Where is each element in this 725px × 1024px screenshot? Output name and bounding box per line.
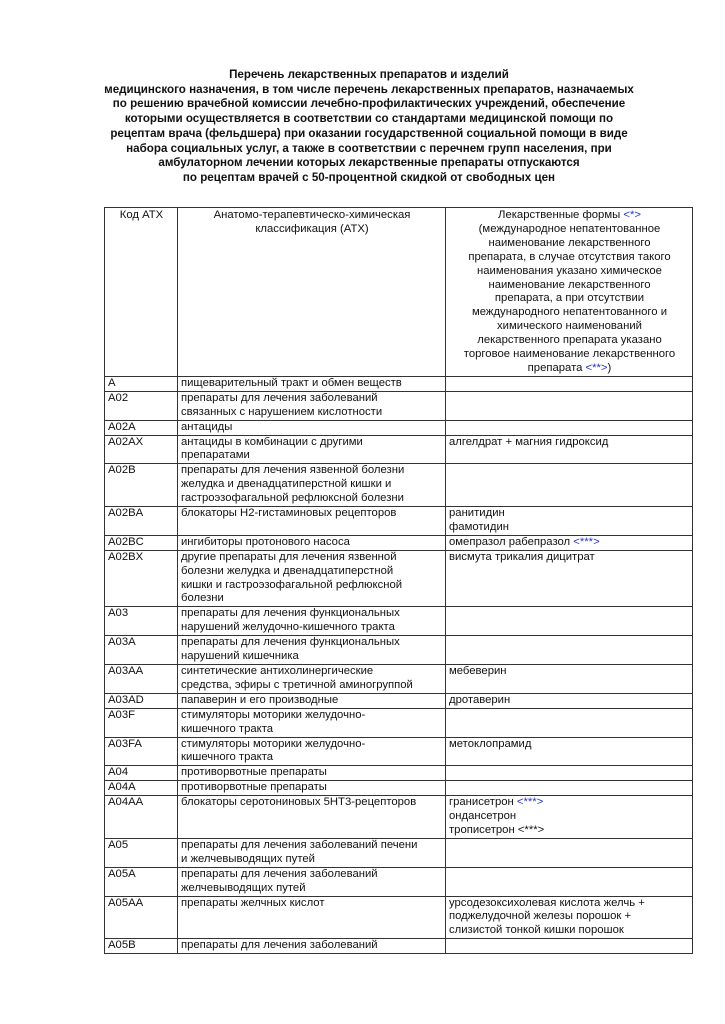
table-row — [105, 507, 693, 536]
drug-name-text: омепразол рабепразол — [449, 535, 574, 548]
classification-line: синтетические антихолинергические — [181, 665, 374, 677]
atx-code-cell — [105, 796, 178, 839]
atx-code: A — [108, 376, 116, 389]
atx-classification-cell — [178, 464, 446, 507]
drug-name — [449, 436, 690, 450]
header-forms — [446, 208, 693, 377]
table-row — [105, 939, 693, 954]
drug-name-text: поджелудочной железы порошок + — [449, 910, 632, 923]
atx-table — [104, 207, 693, 954]
atx-code-cell — [105, 464, 178, 507]
header-classification — [178, 208, 446, 377]
drug-forms-cell — [446, 391, 693, 420]
drug-forms-cell — [446, 665, 693, 694]
title-line: Перечень лекарственных препаратов и изделий — [229, 68, 509, 81]
header-forms-last: препарата — [527, 361, 583, 374]
drug-forms-cell — [446, 781, 693, 796]
header-forms-line: (международное непатентованное — [478, 222, 661, 235]
drug-name-text: метоклопрамид — [449, 737, 532, 750]
table-row — [105, 693, 693, 708]
classification-line: блокаторы серотониновых 5HT3-рецепторов — [181, 796, 417, 809]
atx-classification-cell — [178, 737, 446, 766]
drug-name-text: дротаверин — [449, 693, 511, 706]
atx-classification-cell — [178, 607, 446, 636]
atx-classification-cell — [178, 507, 446, 536]
drug-forms-cell — [446, 464, 693, 507]
atx-code-cell — [105, 376, 178, 391]
table-row — [105, 708, 693, 737]
atx-code-cell — [105, 435, 178, 464]
header-forms-line: наименования указано химическое — [477, 264, 662, 277]
drug-forms-cell — [446, 550, 693, 607]
classification-line: болезни желудка и двенадцатиперстной — [181, 564, 394, 577]
atx-code: A05A — [108, 867, 136, 880]
header-row — [105, 208, 693, 377]
atx-code-cell — [105, 693, 178, 708]
atx-classification-cell — [178, 838, 446, 867]
classification-line: препараты для лечения заболеваний — [181, 867, 378, 880]
drug-forms-cell — [446, 607, 693, 636]
atx-code: A02AX — [108, 435, 144, 448]
table-row — [105, 737, 693, 766]
classification-line: нарушений кишечника — [181, 650, 299, 663]
drug-name — [449, 824, 690, 838]
table-row — [105, 636, 693, 665]
drug-forms-cell — [446, 708, 693, 737]
table-row — [105, 781, 693, 796]
atx-classification-cell — [178, 939, 446, 954]
classification-line: препараты для лечения язвенной болезни — [181, 464, 405, 477]
atx-classification-cell — [178, 665, 446, 694]
drug-forms-cell — [446, 507, 693, 536]
classification-line: болезни — [181, 592, 224, 605]
atx-classification-cell — [178, 376, 446, 391]
classification-line: блокаторы H2-гистаминовых рецепторов — [181, 507, 397, 520]
atx-code-cell — [105, 607, 178, 636]
table-row — [105, 766, 693, 781]
header-forms-line: препарата, а при отсутствии — [494, 292, 645, 305]
atx-classification-cell — [178, 435, 446, 464]
classification-line: кишечного тракта — [181, 751, 274, 764]
atx-code: A03AA — [108, 665, 144, 677]
classification-line: препараты для лечения заболеваний — [181, 391, 378, 404]
atx-code: A03AD — [108, 693, 144, 706]
atx-classification-cell — [178, 636, 446, 665]
drug-forms-cell — [446, 435, 693, 464]
atx-code-cell — [105, 939, 178, 954]
drug-name — [449, 694, 690, 708]
atx-code: A02BC — [108, 535, 144, 548]
atx-code-cell — [105, 636, 178, 665]
header-forms-line: препарата, в случае отсутствия такого — [468, 250, 671, 263]
drug-forms-cell — [446, 535, 693, 550]
atx-classification-cell — [178, 535, 446, 550]
table-row — [105, 550, 693, 607]
drug-forms-cell — [446, 896, 693, 939]
header-code — [105, 208, 178, 377]
atx-classification-cell — [178, 693, 446, 708]
drug-name — [449, 910, 690, 924]
atx-code: A02A — [108, 420, 136, 433]
classification-line: кишечного тракта — [181, 722, 274, 735]
table-header — [105, 208, 693, 377]
drug-forms-cell — [446, 766, 693, 781]
atx-code-cell — [105, 781, 178, 796]
header-forms-line: лекарственного препарата указано — [477, 334, 662, 347]
drug-forms-cell — [446, 376, 693, 391]
table-row — [105, 464, 693, 507]
document-title — [80, 68, 658, 186]
atx-code-cell — [105, 550, 178, 607]
drug-name — [449, 810, 690, 824]
table-row — [105, 867, 693, 896]
atx-code: A03A — [108, 636, 136, 649]
title-line: амбулаторном лечении которых лекарственные препараты отпускаются — [158, 156, 580, 170]
classification-line: и желчевыводящих путей — [181, 852, 315, 865]
header-forms-line: торговое наименование лекарственного — [463, 348, 676, 361]
classification-line: ингибиторы протонового насоса — [181, 535, 350, 548]
header-forms-close: ) — [607, 361, 612, 374]
classification-line: желчевыводящих путей — [181, 881, 306, 894]
table-row — [105, 535, 693, 550]
header-code-label: Код АТХ — [119, 209, 164, 221]
header-forms-line — [449, 362, 690, 376]
drug-name-text: урсодезоксихолевая кислота желчь + — [449, 896, 645, 909]
atx-classification-cell — [178, 796, 446, 839]
drug-forms-cell — [446, 939, 693, 954]
atx-code-cell — [105, 391, 178, 420]
atx-code: A02B — [108, 464, 136, 477]
table-row — [105, 420, 693, 435]
table-body — [105, 376, 693, 953]
atx-classification-cell — [178, 708, 446, 737]
classification-line: противорвотные препараты — [181, 766, 327, 779]
footnote-ref-link[interactable]: <**> — [585, 361, 608, 374]
atx-classification-cell — [178, 896, 446, 939]
atx-code-cell — [105, 420, 178, 435]
atx-code: A04 — [108, 766, 129, 779]
title-line: которыми осуществляется в соответствии со стандартами медицинской помощи по — [124, 112, 614, 126]
classification-line: антациды в комбинации с другими — [181, 435, 363, 448]
atx-code-cell — [105, 708, 178, 737]
drug-forms-cell — [446, 420, 693, 435]
atx-code: A04AA — [108, 796, 144, 809]
header-forms-line: международного непатентованного и — [471, 306, 668, 319]
classification-line: желудка и двенадцатиперстной кишки и — [181, 478, 392, 491]
classification-line: средства, эфиры с третичной аминогруппой — [181, 678, 413, 691]
drug-name — [449, 897, 690, 911]
atx-code-cell — [105, 867, 178, 896]
atx-classification-cell — [178, 781, 446, 796]
footnote-ref-link[interactable]: <***> — [516, 796, 544, 809]
drug-forms-cell — [446, 636, 693, 665]
atx-code: A05AA — [108, 896, 144, 909]
classification-line: стимуляторы моторики желудочно- — [181, 737, 366, 750]
classification-line: связанных с нарушением кислотности — [181, 405, 383, 418]
atx-code: A03FA — [108, 737, 142, 750]
classification-line: антациды — [181, 420, 233, 433]
header-forms-line: наименование лекарственного — [488, 236, 651, 249]
classification-line: препараты желчных кислот — [181, 896, 325, 909]
atx-code-cell — [105, 665, 178, 694]
drug-name-text: висмута трикалия дицитрат — [449, 550, 595, 563]
atx-classification-cell — [178, 766, 446, 781]
title-line: по решению врачебной комиссии лечебно-профилактических учреждений, обеспечение — [112, 97, 626, 111]
table-row — [105, 665, 693, 694]
header-classification-line: классификация (АТХ) — [255, 222, 369, 235]
atx-code: A03 — [108, 607, 129, 620]
atx-classification-cell — [178, 391, 446, 420]
classification-line: препараты для лечения функциональных — [181, 636, 400, 649]
table-row — [105, 896, 693, 939]
table-row — [105, 838, 693, 867]
atx-code-cell — [105, 535, 178, 550]
drug-name — [449, 738, 690, 752]
drug-name-text: слизистой тонкой кишки порошок — [449, 924, 624, 937]
header-forms-line — [449, 209, 690, 223]
classification-line: папаверин и его производные — [181, 693, 339, 706]
atx-code-cell — [105, 896, 178, 939]
drug-name-text: трописетрон <***> — [449, 823, 545, 836]
classification-line: пищеварительный тракт и обмен веществ — [181, 376, 402, 389]
atx-code: A04A — [108, 781, 136, 794]
header-classification-line: Анатомо-терапевтическо-химическая — [213, 209, 411, 221]
drug-name — [449, 665, 690, 679]
atx-code-cell — [105, 507, 178, 536]
atx-code-cell — [105, 737, 178, 766]
classification-line: противорвотные препараты — [181, 781, 327, 794]
table-row — [105, 435, 693, 464]
drug-forms-cell — [446, 867, 693, 896]
drug-forms-cell — [446, 693, 693, 708]
drug-name-text: гранисетрон — [449, 796, 517, 809]
table-row — [105, 376, 693, 391]
drug-name — [449, 924, 690, 938]
classification-line: другие препараты для лечения язвенной — [181, 550, 397, 563]
header-forms-line: химического наименований — [497, 320, 642, 333]
atx-code: A05 — [108, 838, 129, 851]
atx-code-cell — [105, 838, 178, 867]
atx-code: A02BA — [108, 507, 144, 520]
table-row — [105, 607, 693, 636]
classification-line: нарушений желудочно-кишечного тракта — [181, 621, 395, 634]
atx-code: A03F — [108, 708, 136, 721]
drug-name — [449, 521, 690, 535]
drug-forms-cell — [446, 838, 693, 867]
drug-name-text: ондансетрон — [449, 810, 517, 823]
title-line: рецептам врача (фельдшера) при оказании государственной социальной помощи в виде — [110, 126, 628, 140]
atx-classification-cell — [178, 867, 446, 896]
drug-forms-cell — [446, 737, 693, 766]
drug-name-text: мебеверин — [449, 665, 507, 677]
classification-line: препараты для лечения заболеваний — [181, 939, 378, 952]
drug-name — [449, 551, 690, 565]
drug-name — [449, 507, 690, 521]
atx-code-cell — [105, 766, 178, 781]
drug-name-text: алгелдрат + магния гидроксид — [449, 435, 609, 448]
atx-code: A02 — [108, 391, 129, 404]
atx-code: A05B — [108, 939, 136, 952]
title-line: набора социальных услуг, а также в соответствии с перечнем групп населения, при — [126, 141, 612, 155]
footnote-ref-link[interactable]: <*> — [623, 209, 641, 221]
classification-line: стимуляторы моторики желудочно- — [181, 708, 366, 721]
drug-name-text: ранитидин — [449, 507, 505, 520]
drug-forms-cell — [446, 796, 693, 839]
atx-code: A02BX — [108, 550, 144, 563]
classification-line: гастроэзофагальной рефлюксной болезни — [181, 492, 404, 505]
header-forms-line: наименование лекарственного — [488, 278, 651, 291]
footnote-ref-link[interactable]: <***> — [573, 535, 600, 548]
drug-name-text: фамотидин — [449, 520, 510, 533]
classification-line: кишки и гастроэзофагальной рефлюксной — [181, 578, 403, 591]
header-forms-title: Лекарственные формы — [498, 209, 621, 221]
table-row — [105, 796, 693, 839]
classification-line: препаратами — [181, 449, 250, 462]
atx-classification-cell — [178, 550, 446, 607]
table-row — [105, 391, 693, 420]
title-line: медицинского назначения, в том числе перечень лекарственных препаратов, назначаемых — [104, 82, 634, 96]
atx-classification-cell — [178, 420, 446, 435]
drug-name — [449, 796, 690, 810]
classification-line: препараты для лечения функциональных — [181, 607, 400, 620]
title-line: по рецептам врачей с 50-процентной скидкой от свободных цен — [182, 170, 556, 184]
classification-line: препараты для лечения заболеваний печени — [181, 838, 418, 851]
drug-name — [449, 536, 690, 550]
